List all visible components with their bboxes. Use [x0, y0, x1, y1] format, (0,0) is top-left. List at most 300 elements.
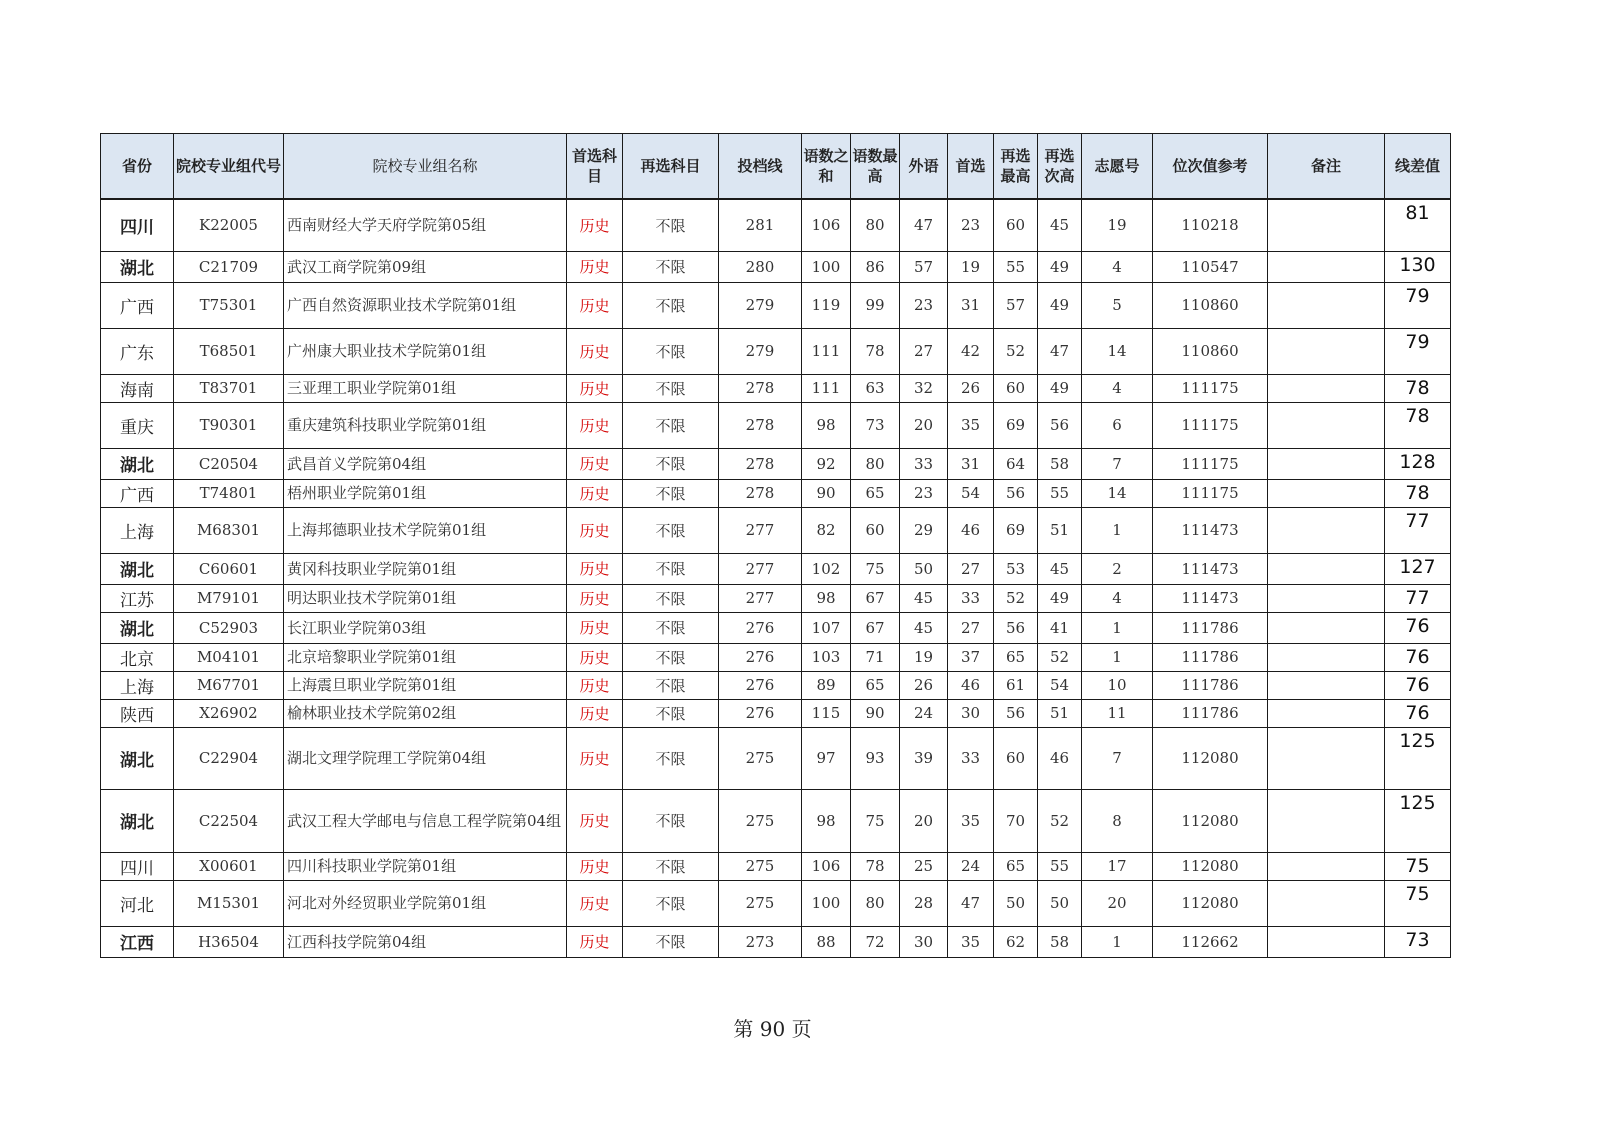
- table-row: [101, 251, 1451, 282]
- row-rank-ref: 111175: [1153, 479, 1268, 507]
- row-reselect-max: 70: [994, 789, 1038, 852]
- row-first: 33: [948, 727, 994, 789]
- row-yushu-sum: 90: [802, 479, 851, 507]
- row-first: 26: [948, 374, 994, 402]
- row-wish-no: 17: [1082, 852, 1153, 880]
- row-yushu-max: 80: [851, 448, 900, 479]
- table-row: [101, 479, 1451, 507]
- row-remark: [1268, 282, 1385, 328]
- row-code: C20504: [174, 448, 284, 479]
- row-rank-ref: 111175: [1153, 448, 1268, 479]
- row-reselect-max: 56: [994, 612, 1038, 643]
- row-cutoff: 277: [719, 553, 802, 584]
- row-reselect: 不限: [623, 479, 719, 507]
- row-rank-ref: 111786: [1153, 643, 1268, 671]
- row-first: 27: [948, 612, 994, 643]
- row-reselect-max: 60: [994, 199, 1038, 251]
- row-diff: 77: [1385, 507, 1451, 553]
- row-cutoff: 278: [719, 448, 802, 479]
- table-row: [101, 328, 1451, 374]
- row-name: 河北对外经贸职业学院第01组: [284, 880, 567, 926]
- row-province: 上海: [101, 507, 174, 553]
- row-code: C52903: [174, 612, 284, 643]
- row-yushu-sum: 88: [802, 926, 851, 957]
- row-first-subject: 历史: [567, 479, 623, 507]
- row-cutoff: 275: [719, 727, 802, 789]
- row-wish-no: 11: [1082, 699, 1153, 727]
- row-yushu-sum: 98: [802, 584, 851, 612]
- row-province: 陕西: [101, 699, 174, 727]
- row-yushu-sum: 107: [802, 612, 851, 643]
- row-remark: [1268, 402, 1385, 448]
- row-diff: 76: [1385, 671, 1451, 699]
- row-rank-ref: 112662: [1153, 926, 1268, 957]
- row-code: M04101: [174, 643, 284, 671]
- row-code: M79101: [174, 584, 284, 612]
- row-province: 湖北: [101, 251, 174, 282]
- row-diff: 78: [1385, 402, 1451, 448]
- row-wish-no: 1: [1082, 612, 1153, 643]
- row-reselect: 不限: [623, 926, 719, 957]
- row-remark: [1268, 584, 1385, 612]
- row-first-subject: 历史: [567, 553, 623, 584]
- header-foreign: 外语: [900, 134, 948, 200]
- row-yushu-sum: 111: [802, 374, 851, 402]
- row-diff: 76: [1385, 643, 1451, 671]
- row-first: 31: [948, 282, 994, 328]
- row-province: 北京: [101, 643, 174, 671]
- row-foreign: 30: [900, 926, 948, 957]
- row-foreign: 32: [900, 374, 948, 402]
- row-code: H36504: [174, 926, 284, 957]
- row-code: X00601: [174, 852, 284, 880]
- row-yushu-sum: 106: [802, 199, 851, 251]
- row-reselect: 不限: [623, 671, 719, 699]
- row-cutoff: 279: [719, 282, 802, 328]
- row-remark: [1268, 880, 1385, 926]
- row-yushu-sum: 102: [802, 553, 851, 584]
- row-diff: 76: [1385, 699, 1451, 727]
- row-name: 梧州职业学院第01组: [284, 479, 567, 507]
- row-province: 湖北: [101, 727, 174, 789]
- row-reselect-second: 49: [1038, 374, 1082, 402]
- row-reselect-max: 69: [994, 402, 1038, 448]
- row-cutoff: 279: [719, 328, 802, 374]
- row-cutoff: 276: [719, 671, 802, 699]
- row-diff: 79: [1385, 328, 1451, 374]
- row-foreign: 57: [900, 251, 948, 282]
- row-reselect-max: 55: [994, 251, 1038, 282]
- header-code: 院校专业组代号: [174, 134, 284, 200]
- row-code: T83701: [174, 374, 284, 402]
- row-first-subject: 历史: [567, 402, 623, 448]
- row-reselect-second: 58: [1038, 926, 1082, 957]
- row-reselect-second: 49: [1038, 282, 1082, 328]
- row-rank-ref: 111175: [1153, 374, 1268, 402]
- row-rank-ref: 112080: [1153, 727, 1268, 789]
- row-name: 黄冈科技职业学院第01组: [284, 553, 567, 584]
- row-yushu-sum: 98: [802, 402, 851, 448]
- row-reselect-max: 57: [994, 282, 1038, 328]
- row-wish-no: 1: [1082, 643, 1153, 671]
- row-code: C22904: [174, 727, 284, 789]
- row-name: 四川科技职业学院第01组: [284, 852, 567, 880]
- row-name: 上海震旦职业学院第01组: [284, 671, 567, 699]
- row-wish-no: 2: [1082, 553, 1153, 584]
- row-code: T74801: [174, 479, 284, 507]
- row-reselect-max: 52: [994, 584, 1038, 612]
- row-rank-ref: 111786: [1153, 671, 1268, 699]
- row-province: 湖北: [101, 448, 174, 479]
- row-wish-no: 14: [1082, 479, 1153, 507]
- row-remark: [1268, 789, 1385, 852]
- row-foreign: 33: [900, 448, 948, 479]
- row-province: 四川: [101, 852, 174, 880]
- row-first: 19: [948, 251, 994, 282]
- row-cutoff: 275: [719, 852, 802, 880]
- row-reselect-second: 47: [1038, 328, 1082, 374]
- header-remark: 备注: [1268, 134, 1385, 200]
- row-reselect: 不限: [623, 699, 719, 727]
- table-row: [101, 282, 1451, 328]
- row-first: 27: [948, 553, 994, 584]
- row-remark: [1268, 199, 1385, 251]
- row-reselect-second: 55: [1038, 479, 1082, 507]
- row-name: 广西自然资源职业技术学院第01组: [284, 282, 567, 328]
- row-name: 重庆建筑科技职业学院第01组: [284, 402, 567, 448]
- row-wish-no: 1: [1082, 507, 1153, 553]
- row-reselect: 不限: [623, 584, 719, 612]
- row-reselect-max: 50: [994, 880, 1038, 926]
- table-header: [101, 134, 1451, 200]
- row-yushu-sum: 100: [802, 880, 851, 926]
- row-name: 江西科技学院第04组: [284, 926, 567, 957]
- row-code: M67701: [174, 671, 284, 699]
- row-first: 35: [948, 402, 994, 448]
- row-rank-ref: 111786: [1153, 699, 1268, 727]
- row-foreign: 27: [900, 328, 948, 374]
- row-wish-no: 6: [1082, 402, 1153, 448]
- row-remark: [1268, 374, 1385, 402]
- header-yushu-sum: 语数之和: [802, 134, 851, 200]
- row-wish-no: 19: [1082, 199, 1153, 251]
- row-yushu-max: 73: [851, 402, 900, 448]
- row-cutoff: 276: [719, 643, 802, 671]
- row-first-subject: 历史: [567, 507, 623, 553]
- header-cutoff: 投档线: [719, 134, 802, 200]
- header-yushu-max: 语数最高: [851, 134, 900, 200]
- table-row: [101, 852, 1451, 880]
- row-yushu-sum: 100: [802, 251, 851, 282]
- row-yushu-sum: 106: [802, 852, 851, 880]
- row-foreign: 23: [900, 282, 948, 328]
- table-row: [101, 584, 1451, 612]
- row-cutoff: 281: [719, 199, 802, 251]
- row-diff: 130: [1385, 251, 1451, 282]
- row-cutoff: 276: [719, 612, 802, 643]
- row-province: 广西: [101, 479, 174, 507]
- row-reselect: 不限: [623, 789, 719, 852]
- table-row: [101, 553, 1451, 584]
- row-cutoff: 278: [719, 402, 802, 448]
- row-wish-no: 20: [1082, 880, 1153, 926]
- row-province: 广西: [101, 282, 174, 328]
- row-remark: [1268, 852, 1385, 880]
- row-reselect: 不限: [623, 199, 719, 251]
- row-first: 23: [948, 199, 994, 251]
- row-reselect: 不限: [623, 328, 719, 374]
- row-wish-no: 4: [1082, 374, 1153, 402]
- table-row: [101, 448, 1451, 479]
- row-rank-ref: 111175: [1153, 402, 1268, 448]
- row-reselect-second: 49: [1038, 251, 1082, 282]
- row-reselect-second: 51: [1038, 699, 1082, 727]
- row-diff: 73: [1385, 926, 1451, 957]
- row-name: 武昌首义学院第04组: [284, 448, 567, 479]
- row-rank-ref: 110218: [1153, 199, 1268, 251]
- row-code: C60601: [174, 553, 284, 584]
- page-number: 第 90 页: [733, 1017, 812, 1041]
- row-yushu-sum: 89: [802, 671, 851, 699]
- header-reselect-second: 再选次高: [1038, 134, 1082, 200]
- row-province: 上海: [101, 671, 174, 699]
- row-province: 海南: [101, 374, 174, 402]
- header-rank-ref: 位次值参考: [1153, 134, 1268, 200]
- row-reselect-second: 45: [1038, 553, 1082, 584]
- row-foreign: 25: [900, 852, 948, 880]
- row-reselect-second: 58: [1038, 448, 1082, 479]
- row-cutoff: 280: [719, 251, 802, 282]
- row-reselect-max: 60: [994, 727, 1038, 789]
- row-first: 31: [948, 448, 994, 479]
- row-rank-ref: 110860: [1153, 282, 1268, 328]
- row-remark: [1268, 612, 1385, 643]
- row-cutoff: 273: [719, 926, 802, 957]
- row-first: 30: [948, 699, 994, 727]
- row-cutoff: 277: [719, 584, 802, 612]
- row-rank-ref: 112080: [1153, 852, 1268, 880]
- row-code: C22504: [174, 789, 284, 852]
- table-row: [101, 699, 1451, 727]
- table-row: [101, 402, 1451, 448]
- row-remark: [1268, 727, 1385, 789]
- row-diff: 78: [1385, 479, 1451, 507]
- row-foreign: 50: [900, 553, 948, 584]
- row-reselect-max: 53: [994, 553, 1038, 584]
- row-yushu-max: 75: [851, 553, 900, 584]
- row-wish-no: 14: [1082, 328, 1153, 374]
- row-name: 武汉工程大学邮电与信息工程学院第04组: [284, 789, 567, 852]
- row-first-subject: 历史: [567, 643, 623, 671]
- row-yushu-max: 93: [851, 727, 900, 789]
- row-diff: 77: [1385, 584, 1451, 612]
- row-first-subject: 历史: [567, 282, 623, 328]
- row-first-subject: 历史: [567, 789, 623, 852]
- row-first: 46: [948, 671, 994, 699]
- row-yushu-max: 65: [851, 479, 900, 507]
- row-diff: 128: [1385, 448, 1451, 479]
- row-yushu-max: 90: [851, 699, 900, 727]
- table-body: [101, 199, 1451, 957]
- row-cutoff: 278: [719, 374, 802, 402]
- row-yushu-max: 65: [851, 671, 900, 699]
- row-first: 33: [948, 584, 994, 612]
- row-remark: [1268, 553, 1385, 584]
- row-reselect-second: 52: [1038, 643, 1082, 671]
- row-reselect: 不限: [623, 553, 719, 584]
- row-foreign: 45: [900, 612, 948, 643]
- row-reselect-second: 51: [1038, 507, 1082, 553]
- row-rank-ref: 112080: [1153, 880, 1268, 926]
- row-remark: [1268, 671, 1385, 699]
- table-row: [101, 880, 1451, 926]
- row-diff: 78: [1385, 374, 1451, 402]
- row-name: 武汉工商学院第09组: [284, 251, 567, 282]
- row-first-subject: 历史: [567, 612, 623, 643]
- row-first-subject: 历史: [567, 448, 623, 479]
- row-diff: 76: [1385, 612, 1451, 643]
- row-cutoff: 275: [719, 789, 802, 852]
- row-wish-no: 4: [1082, 251, 1153, 282]
- header-reselect-max: 再选最高: [994, 134, 1038, 200]
- row-wish-no: 7: [1082, 727, 1153, 789]
- row-name: 湖北文理学院理工学院第04组: [284, 727, 567, 789]
- row-reselect: 不限: [623, 880, 719, 926]
- table-row: [101, 374, 1451, 402]
- row-yushu-sum: 97: [802, 727, 851, 789]
- row-remark: [1268, 507, 1385, 553]
- row-reselect-second: 49: [1038, 584, 1082, 612]
- row-yushu-max: 86: [851, 251, 900, 282]
- row-province: 河北: [101, 880, 174, 926]
- row-name: 广州康大职业技术学院第01组: [284, 328, 567, 374]
- header-reselect: 再选科目: [623, 134, 719, 200]
- row-yushu-max: 71: [851, 643, 900, 671]
- row-first-subject: 历史: [567, 852, 623, 880]
- row-first-subject: 历史: [567, 374, 623, 402]
- row-province: 湖北: [101, 789, 174, 852]
- row-reselect: 不限: [623, 852, 719, 880]
- row-name: 北京培黎职业学院第01组: [284, 643, 567, 671]
- row-foreign: 39: [900, 727, 948, 789]
- row-reselect-max: 56: [994, 479, 1038, 507]
- row-name: 西南财经大学天府学院第05组: [284, 199, 567, 251]
- row-reselect-second: 55: [1038, 852, 1082, 880]
- row-diff: 75: [1385, 880, 1451, 926]
- row-name: 榆林职业技术学院第02组: [284, 699, 567, 727]
- table-row: [101, 727, 1451, 789]
- row-reselect-second: 46: [1038, 727, 1082, 789]
- row-code: T68501: [174, 328, 284, 374]
- row-province: 四川: [101, 199, 174, 251]
- row-rank-ref: 111473: [1153, 553, 1268, 584]
- row-cutoff: 275: [719, 880, 802, 926]
- row-rank-ref: 110547: [1153, 251, 1268, 282]
- row-yushu-max: 60: [851, 507, 900, 553]
- row-first: 46: [948, 507, 994, 553]
- table-row: [101, 789, 1451, 852]
- row-diff: 125: [1385, 789, 1451, 852]
- row-wish-no: 4: [1082, 584, 1153, 612]
- row-wish-no: 7: [1082, 448, 1153, 479]
- header-first-subject: 首选科目: [567, 134, 623, 200]
- row-yushu-sum: 82: [802, 507, 851, 553]
- row-remark: [1268, 251, 1385, 282]
- row-first-subject: 历史: [567, 727, 623, 789]
- row-remark: [1268, 926, 1385, 957]
- row-yushu-max: 78: [851, 328, 900, 374]
- row-reselect-second: 52: [1038, 789, 1082, 852]
- row-province: 江西: [101, 926, 174, 957]
- row-code: X26902: [174, 699, 284, 727]
- row-province: 江苏: [101, 584, 174, 612]
- row-wish-no: 8: [1082, 789, 1153, 852]
- row-name: 三亚理工职业学院第01组: [284, 374, 567, 402]
- row-rank-ref: 111473: [1153, 584, 1268, 612]
- row-first-subject: 历史: [567, 199, 623, 251]
- row-yushu-max: 72: [851, 926, 900, 957]
- row-name: 上海邦德职业技术学院第01组: [284, 507, 567, 553]
- header-diff: 线差值: [1385, 134, 1451, 200]
- row-yushu-sum: 103: [802, 643, 851, 671]
- row-reselect-max: 61: [994, 671, 1038, 699]
- row-diff: 125: [1385, 727, 1451, 789]
- row-yushu-sum: 115: [802, 699, 851, 727]
- row-reselect: 不限: [623, 643, 719, 671]
- row-cutoff: 278: [719, 479, 802, 507]
- row-reselect-max: 56: [994, 699, 1038, 727]
- row-reselect: 不限: [623, 282, 719, 328]
- row-yushu-max: 99: [851, 282, 900, 328]
- row-yushu-max: 75: [851, 789, 900, 852]
- row-first: 54: [948, 479, 994, 507]
- row-province: 湖北: [101, 612, 174, 643]
- table-row: [101, 926, 1451, 957]
- row-cutoff: 277: [719, 507, 802, 553]
- row-yushu-sum: 98: [802, 789, 851, 852]
- row-code: T75301: [174, 282, 284, 328]
- row-foreign: 45: [900, 584, 948, 612]
- row-code: K22005: [174, 199, 284, 251]
- row-reselect-max: 64: [994, 448, 1038, 479]
- row-rank-ref: 111786: [1153, 612, 1268, 643]
- row-remark: [1268, 328, 1385, 374]
- row-first-subject: 历史: [567, 671, 623, 699]
- row-yushu-max: 67: [851, 612, 900, 643]
- row-reselect: 不限: [623, 374, 719, 402]
- table-row: [101, 643, 1451, 671]
- header-name: 院校专业组名称: [284, 134, 567, 200]
- row-first-subject: 历史: [567, 584, 623, 612]
- row-first-subject: 历史: [567, 251, 623, 282]
- row-yushu-sum: 92: [802, 448, 851, 479]
- row-first: 47: [948, 880, 994, 926]
- row-foreign: 20: [900, 402, 948, 448]
- row-first-subject: 历史: [567, 699, 623, 727]
- row-reselect-second: 56: [1038, 402, 1082, 448]
- row-code: M15301: [174, 880, 284, 926]
- row-name: 明达职业技术学院第01组: [284, 584, 567, 612]
- row-foreign: 26: [900, 671, 948, 699]
- row-code: C21709: [174, 251, 284, 282]
- row-yushu-max: 80: [851, 199, 900, 251]
- row-yushu-max: 67: [851, 584, 900, 612]
- row-reselect-max: 69: [994, 507, 1038, 553]
- row-reselect: 不限: [623, 507, 719, 553]
- row-first: 37: [948, 643, 994, 671]
- row-yushu-max: 78: [851, 852, 900, 880]
- row-remark: [1268, 699, 1385, 727]
